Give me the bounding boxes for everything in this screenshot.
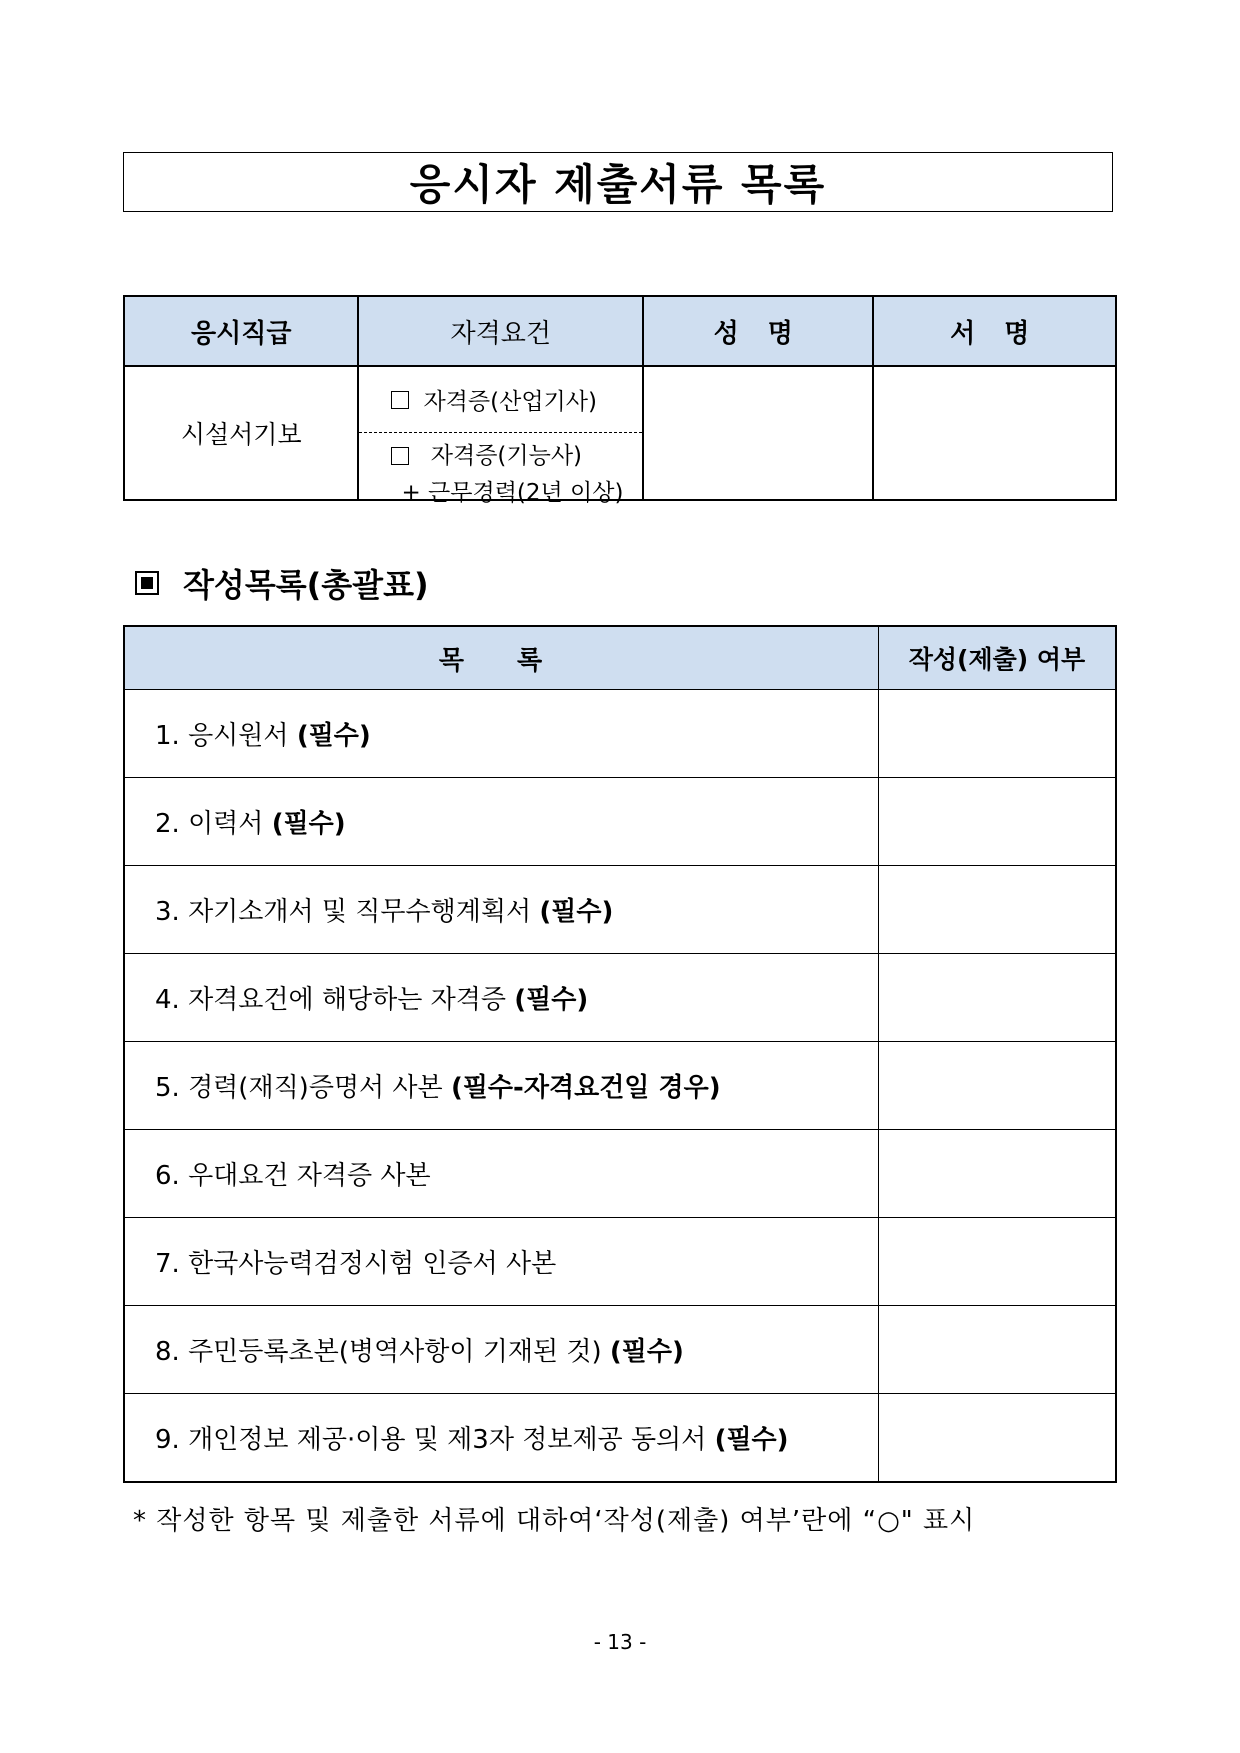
- checkbox-icon[interactable]: [391, 447, 409, 465]
- submission-status-field[interactable]: [878, 1130, 1116, 1218]
- submission-status-field[interactable]: [878, 954, 1116, 1042]
- qualification-options: [358, 366, 643, 506]
- signature-field[interactable]: [873, 366, 1116, 500]
- table-row: [124, 1042, 1116, 1130]
- checklist-item-label: [124, 1394, 878, 1483]
- header-status: 작성(제출) 여부: [878, 626, 1116, 690]
- submission-status-field[interactable]: [878, 1042, 1116, 1130]
- table-row: [124, 1394, 1116, 1483]
- header-qualification: 자격요건: [358, 296, 643, 366]
- position-value: 시설서기보: [124, 366, 358, 500]
- checklist-item-label: [124, 954, 878, 1042]
- required-label: (필수): [271, 809, 346, 839]
- required-label: (필수): [609, 1337, 684, 1367]
- qualification-option-1[interactable]: 자격증(산업기사): [359, 367, 642, 433]
- header-position: 응시직급: [124, 296, 358, 366]
- table-row: [124, 866, 1116, 954]
- filled-square-icon: [135, 571, 159, 595]
- table-row: [124, 778, 1116, 866]
- header-signature: 서 명: [873, 296, 1116, 366]
- submission-status-field[interactable]: [878, 690, 1116, 778]
- header-item: 목 록: [124, 626, 878, 690]
- item-text: 8. 주민등록초본(병역사항이 기재된 것): [155, 1337, 610, 1367]
- checklist-item-label: [124, 1042, 878, 1130]
- required-label: (필수): [539, 897, 614, 927]
- page-number: - 13 -: [593, 1630, 647, 1654]
- item-text: 5. 경력(재직)증명서 사본: [155, 1073, 451, 1103]
- checklist-item-label: [124, 1306, 878, 1394]
- checklist-table: [123, 625, 1117, 1483]
- header-name: 성 명: [643, 296, 874, 366]
- submission-status-field[interactable]: [878, 1394, 1116, 1483]
- document-title: 응시자 제출서류 목록: [123, 152, 1113, 212]
- table-row: [124, 1306, 1116, 1394]
- checklist-item-label: [124, 778, 878, 866]
- submission-status-field[interactable]: [878, 778, 1116, 866]
- checklist-item-label: [124, 690, 878, 778]
- item-text: 4. 자격요건에 해당하는 자격증: [155, 985, 515, 1015]
- item-text: 1. 응시원서: [155, 721, 297, 751]
- submission-status-field[interactable]: [878, 1306, 1116, 1394]
- required-label: (필수): [296, 721, 371, 751]
- required-label: (필수): [714, 1425, 789, 1455]
- item-text: 2. 이력서: [155, 809, 272, 839]
- qualification-option-2[interactable]: 자격증(기능사) + 근무경력(2년 이상): [359, 433, 642, 499]
- name-field[interactable]: [643, 366, 874, 500]
- section-title: 작성목록(총괄표): [135, 560, 429, 606]
- checkbox-icon[interactable]: [391, 391, 409, 409]
- table-row: [124, 954, 1116, 1042]
- table-row: [124, 690, 1116, 778]
- checklist-item-label: [124, 1130, 878, 1218]
- applicant-table: [123, 295, 1117, 506]
- required-label: (필수-자격요건일 경우): [450, 1073, 721, 1103]
- required-label: (필수): [514, 985, 589, 1015]
- item-text: 7. 한국사능력검정시험 인증서 사본: [155, 1249, 557, 1279]
- checklist-item-label: [124, 1218, 878, 1306]
- submission-status-field[interactable]: [878, 1218, 1116, 1306]
- qualification-extra: + 근무경력(2년 이상): [401, 480, 624, 506]
- table-row: [124, 1130, 1116, 1218]
- item-text: 6. 우대요건 자격증 사본: [155, 1161, 431, 1191]
- submission-status-field[interactable]: [878, 866, 1116, 954]
- footnote: * 작성한 항목 및 제출한 서류에 대하여‘작성(제출) 여부’란에 “○" 표시: [133, 1506, 976, 1536]
- item-text: 3. 자기소개서 및 직무수행계획서: [155, 897, 540, 927]
- item-text: 9. 개인정보 제공·이용 및 제3자 정보제공 동의서: [155, 1425, 715, 1455]
- checklist-item-label: [124, 866, 878, 954]
- table-row: [124, 1218, 1116, 1306]
